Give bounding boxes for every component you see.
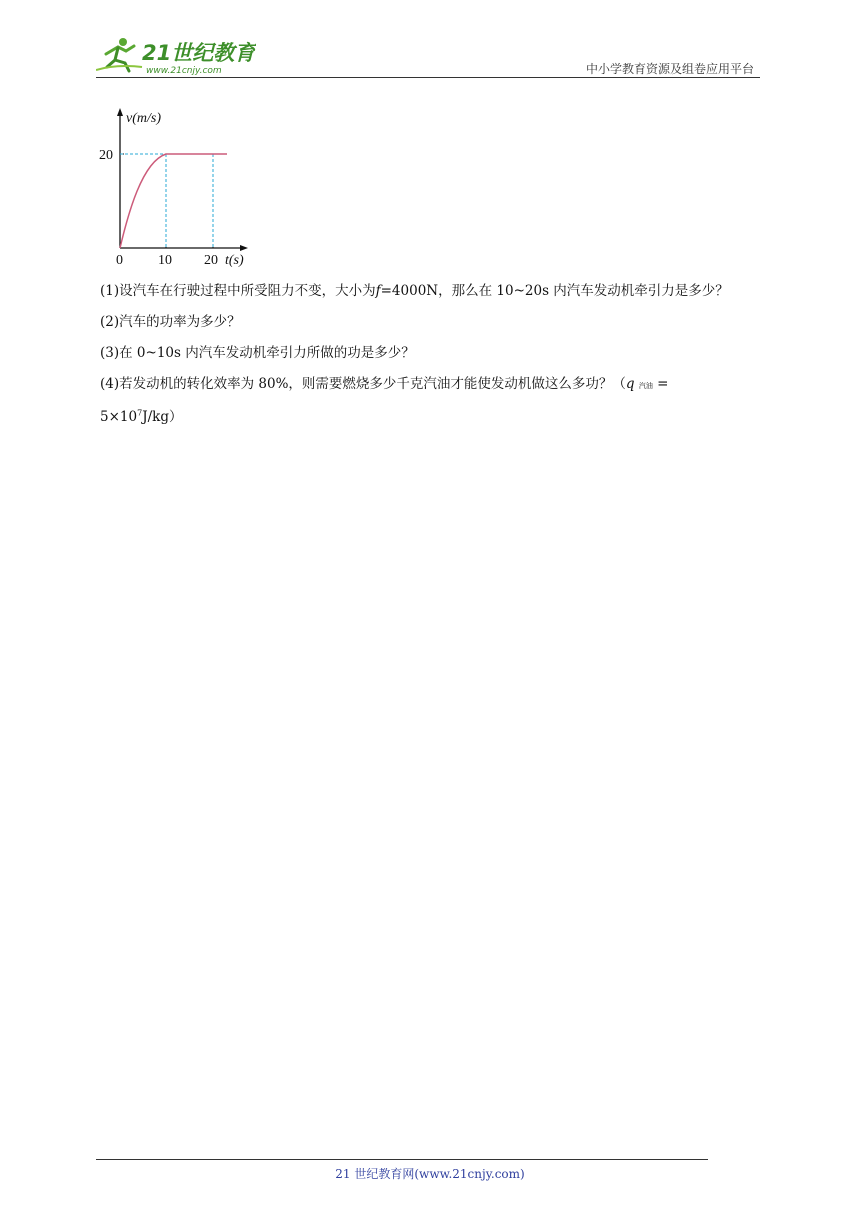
- question-4: [100, 376, 780, 394]
- logo-url: www.21cnjy.com: [146, 66, 222, 76]
- velocity-curve: [120, 154, 227, 248]
- x-tick-label: 20: [204, 253, 218, 268]
- platform-name: 中小学教育资源及组卷应用平台: [585, 62, 754, 76]
- question-1: [100, 283, 780, 299]
- x-axis-label: t(s): [225, 253, 244, 268]
- question-1-text-end: =4000N，那么在 10~20s 内汽车发动机牵引力是多少？: [380, 283, 729, 299]
- question-list: [100, 283, 780, 425]
- velocity-time-graph: [96, 104, 260, 272]
- question-4-text: (4)若发动机的转化效率为 80%，则需要燃烧多少千克汽油才能使发动机做这么多功？（: [100, 376, 626, 392]
- x-tick-label: 10: [158, 253, 172, 268]
- y-axis-label: v(m/s): [126, 111, 161, 126]
- x-tick-label: 0: [116, 253, 123, 268]
- question-2: (2)汽车的功率为多少？: [100, 314, 241, 330]
- header-divider: [96, 77, 760, 78]
- variable-f: f: [375, 283, 381, 299]
- site-logo: [96, 34, 256, 76]
- y-tick-label: 20: [99, 148, 113, 163]
- heat-value-exponent: 7: [137, 408, 143, 418]
- running-figure-icon: [96, 38, 142, 71]
- variable-q: q: [625, 376, 635, 392]
- heat-value-base: 5×10: [100, 409, 138, 425]
- heat-value-unit: J/kg）: [142, 409, 183, 425]
- variable-q-subscript: 汽油: [638, 382, 653, 390]
- footer-text: 21 世纪教育网(www.21cnjy.com): [335, 1167, 525, 1181]
- equals-sign: =: [652, 376, 669, 392]
- page-header: [96, 28, 760, 80]
- question-1-text: (1)设汽车在行驶过程中所受阻力不变，大小为: [100, 283, 376, 299]
- question-3: (3)在 0~10s 内汽车发动机牵引力所做的功是多少？: [100, 345, 415, 361]
- footer-divider: [96, 1159, 708, 1160]
- logo-text: 21世纪教育: [142, 41, 256, 65]
- question-4-continued: [100, 409, 780, 425]
- y-axis-arrow-icon: [117, 108, 123, 116]
- x-axis-arrow-icon: [240, 245, 248, 251]
